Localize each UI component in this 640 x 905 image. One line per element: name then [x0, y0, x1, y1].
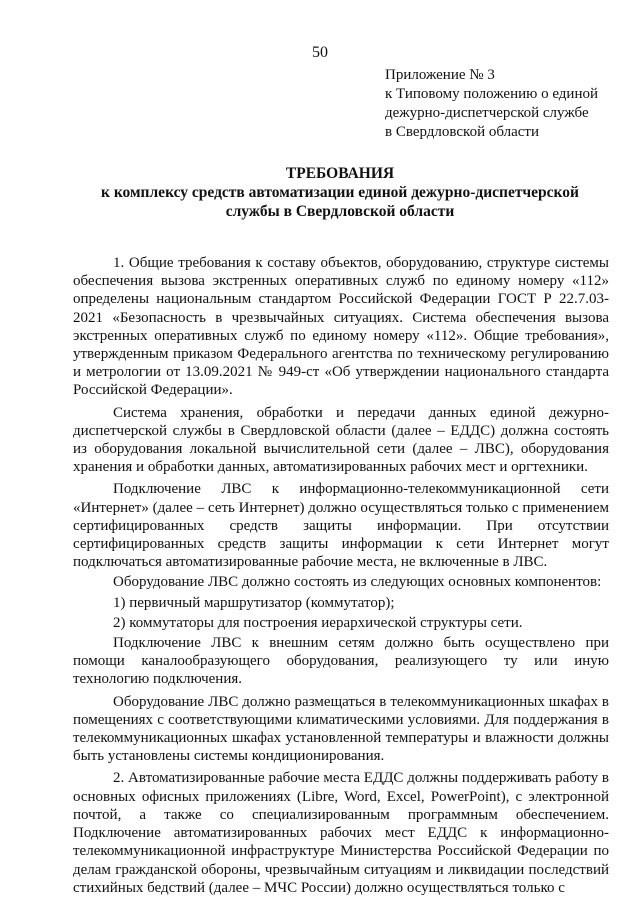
appendix-line: в Свердловской области [385, 124, 540, 140]
appendix-line: дежурно-диспетчерской службе [385, 105, 589, 121]
paragraph: Оборудование ЛВС должно размещаться в телекоммуникационных шкафах в помещениях с соответствующими климатическими условиями. Для поддержания в телекоммуникационных шкафах установленной температуры и влажности должны быть установлены системы кондиционирования. [73, 693, 609, 765]
paragraph: 1. Общие требования к составу объектов, оборудованию, структуре системы обеспечения вызова экстренных оперативных служб по единому номеру «112» определены национальным стандартом Российской Федерации ГОСТ Р 22.7.03-2021 «Безопасность в чрезвычайных ситуациях. Система обеспечения вызова экстренных оперативных служб по единому номеру «112». Общие требования», утвержденным приказом Федерального агентства по техническому регулированию и метрологии от 13.09.2021 № 949-ст «Об утверждении национального стандарта Российской Федерации». [73, 255, 609, 399]
paragraph: Оборудование ЛВС должно состоять из следующих основных компонентов: [113, 574, 602, 591]
document-title: ТРЕБОВАНИЯ [285, 165, 395, 182]
appendix-line: к Типовому положению о единой [385, 86, 599, 102]
appendix-reference [385, 66, 598, 142]
list-item: 1) первичный маршрутизатор (коммутатор); [113, 594, 395, 611]
document-subtitle-line: к комплексу средств автоматизации единой дежурно-диспетчерской [101, 184, 579, 201]
paragraph: Подключение ЛВС к внешним сетям должно быть осуществлено при помощи каналообразующего оборудования, реализующего ту или иную технологию подключения. [73, 635, 609, 688]
document-body [73, 254, 609, 899]
list-item: 2) коммутаторы для построения иерархической структуры сети. [113, 614, 523, 631]
document-subtitle-line: службы в Свердловской области [225, 203, 455, 220]
page-number: 50 [312, 44, 328, 61]
paragraph: 2. Автоматизированные рабочие места ЕДДС должны поддерживать работу в основных офисных приложениях (Libre, Word, Excel, PowerPoint), с электронной почтой, а также со специализированным программным обеспечением. Подключение автоматизированных рабочих мест ЕДДС к информационно-телекоммуникационной инфраструктуре Министерства Российской Федерации по делам гражданской обороны, чрезвычайным ситуациям и ликвидации последствий стихийных бедствий (далее – МЧС России) должно осуществляться только с [73, 770, 609, 896]
paragraph: Система хранения, обработки и передачи данных единой дежурно-диспетчерской службы в Свердловской области (далее – ЕДДС) должна состоять из оборудования локальной вычислительной сети (далее – ЛВС), оборудования хранения и обработки данных, автоматизированных рабочих мест и оргтехники. [73, 404, 609, 476]
paragraph: Подключение ЛВС к информационно-телекоммуникационной сети «Интернет» (далее – сеть Интернет) должно осуществляться только с применением сертифицированных средств защиты информации. При отсутствии сертифицированных средств защиты информации к сети Интернет могут подключаться автоматизированные рабочие места, не включенные в ЛВС. [73, 481, 609, 571]
appendix-line: Приложение № 3 [385, 67, 495, 83]
